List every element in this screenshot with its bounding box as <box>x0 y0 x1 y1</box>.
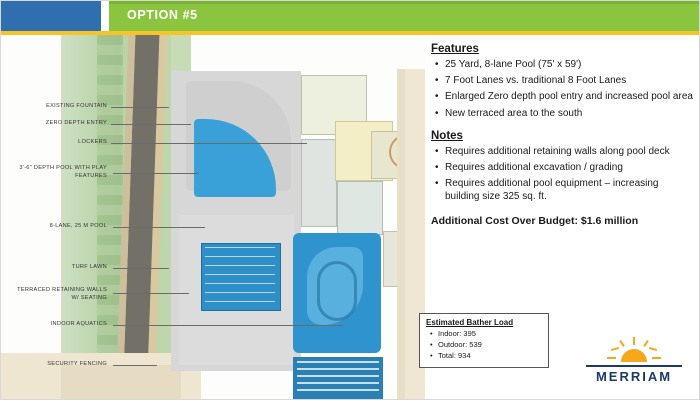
sun-core <box>621 349 647 362</box>
sun-ray <box>619 340 625 347</box>
plan-label: 8-LANE, 25 M POOL <box>49 223 107 229</box>
list-item: • 25 Yard, 8-lane Pool (75' x 59') <box>445 58 693 71</box>
leader-line <box>111 143 307 144</box>
building-support <box>337 181 383 235</box>
features-list <box>431 58 693 120</box>
logo-wordmark: MERRIAM <box>595 369 673 384</box>
list-item: • Requires additional retaining walls along pool deck <box>445 145 693 158</box>
list-item: • Enlarged Zero depth pool entry and increased pool area <box>445 90 693 103</box>
notes-list <box>431 145 693 204</box>
slide-title: OPTION #5 <box>127 8 198 22</box>
building-lockers <box>301 139 337 227</box>
leader-line <box>113 293 189 294</box>
features-heading: Features <box>431 43 479 55</box>
additional-cost-text: Additional Cost Over Budget: $1.6 million <box>431 214 639 227</box>
plan-label: INDOOR AQUATICS <box>50 321 107 327</box>
estimated-bather-load-box <box>419 313 549 368</box>
leader-line <box>113 365 157 366</box>
plan-label: ZERO DEPTH ENTRY <box>45 120 107 126</box>
leader-line <box>111 124 191 125</box>
sun-ray <box>611 347 619 351</box>
plan-label: TURF LAWN <box>71 264 107 270</box>
sun-ray <box>633 337 635 345</box>
leader-line <box>113 227 205 228</box>
plan-label: SECURITY FENCING <box>47 361 107 367</box>
sun-ray <box>649 347 657 351</box>
terrace-seating-lines <box>297 361 379 395</box>
header-gap <box>101 1 109 31</box>
bather-load-list <box>426 329 542 362</box>
merriam-logo <box>579 337 689 391</box>
plan-label: TERRACED RETAINING WALLS W/ SEATING <box>17 287 107 301</box>
plan-label: 3'-6" DEPTH POOL WITH PLAY FEATURES <box>19 165 107 179</box>
sun-ray <box>643 340 649 347</box>
list-item: • Requires additional excavation / grading <box>445 161 693 174</box>
leader-line <box>113 325 343 326</box>
text-column <box>431 43 693 227</box>
pool-curve-detail <box>317 261 357 321</box>
list-item: • Requires additional pool equipment – increasing building size 325 sq. ft. <box>445 177 693 203</box>
leader-line <box>113 173 199 174</box>
sun-icon <box>607 337 661 364</box>
list-item: • Total: 934 <box>438 351 542 362</box>
slide-header <box>1 1 700 31</box>
notes-block <box>431 130 693 204</box>
leader-line <box>113 268 169 269</box>
plan-label: LOCKERS <box>78 139 107 145</box>
header-blue-block <box>1 1 101 31</box>
sun-ray <box>607 357 616 359</box>
leader-line <box>111 107 169 108</box>
list-item: • 7 Foot Lanes vs. traditional 8 Foot Lanes <box>445 74 693 87</box>
site-plan-image <box>1 35 425 400</box>
header-green-topline <box>109 1 700 4</box>
list-item: • New terraced area to the south <box>445 107 693 120</box>
list-item: • Indoor: 395 <box>438 329 542 340</box>
notes-heading: Notes <box>431 129 463 142</box>
plan-label: EXISTING FOUNTAIN <box>46 103 107 109</box>
bather-load-heading: Estimated Bather Load <box>426 318 514 327</box>
logo-rule <box>586 365 682 367</box>
list-item: • Outdoor: 539 <box>438 340 542 351</box>
lap-pool-lane-lines <box>205 247 275 305</box>
south-ground-area-inner <box>61 365 181 400</box>
sun-ray <box>652 357 661 359</box>
